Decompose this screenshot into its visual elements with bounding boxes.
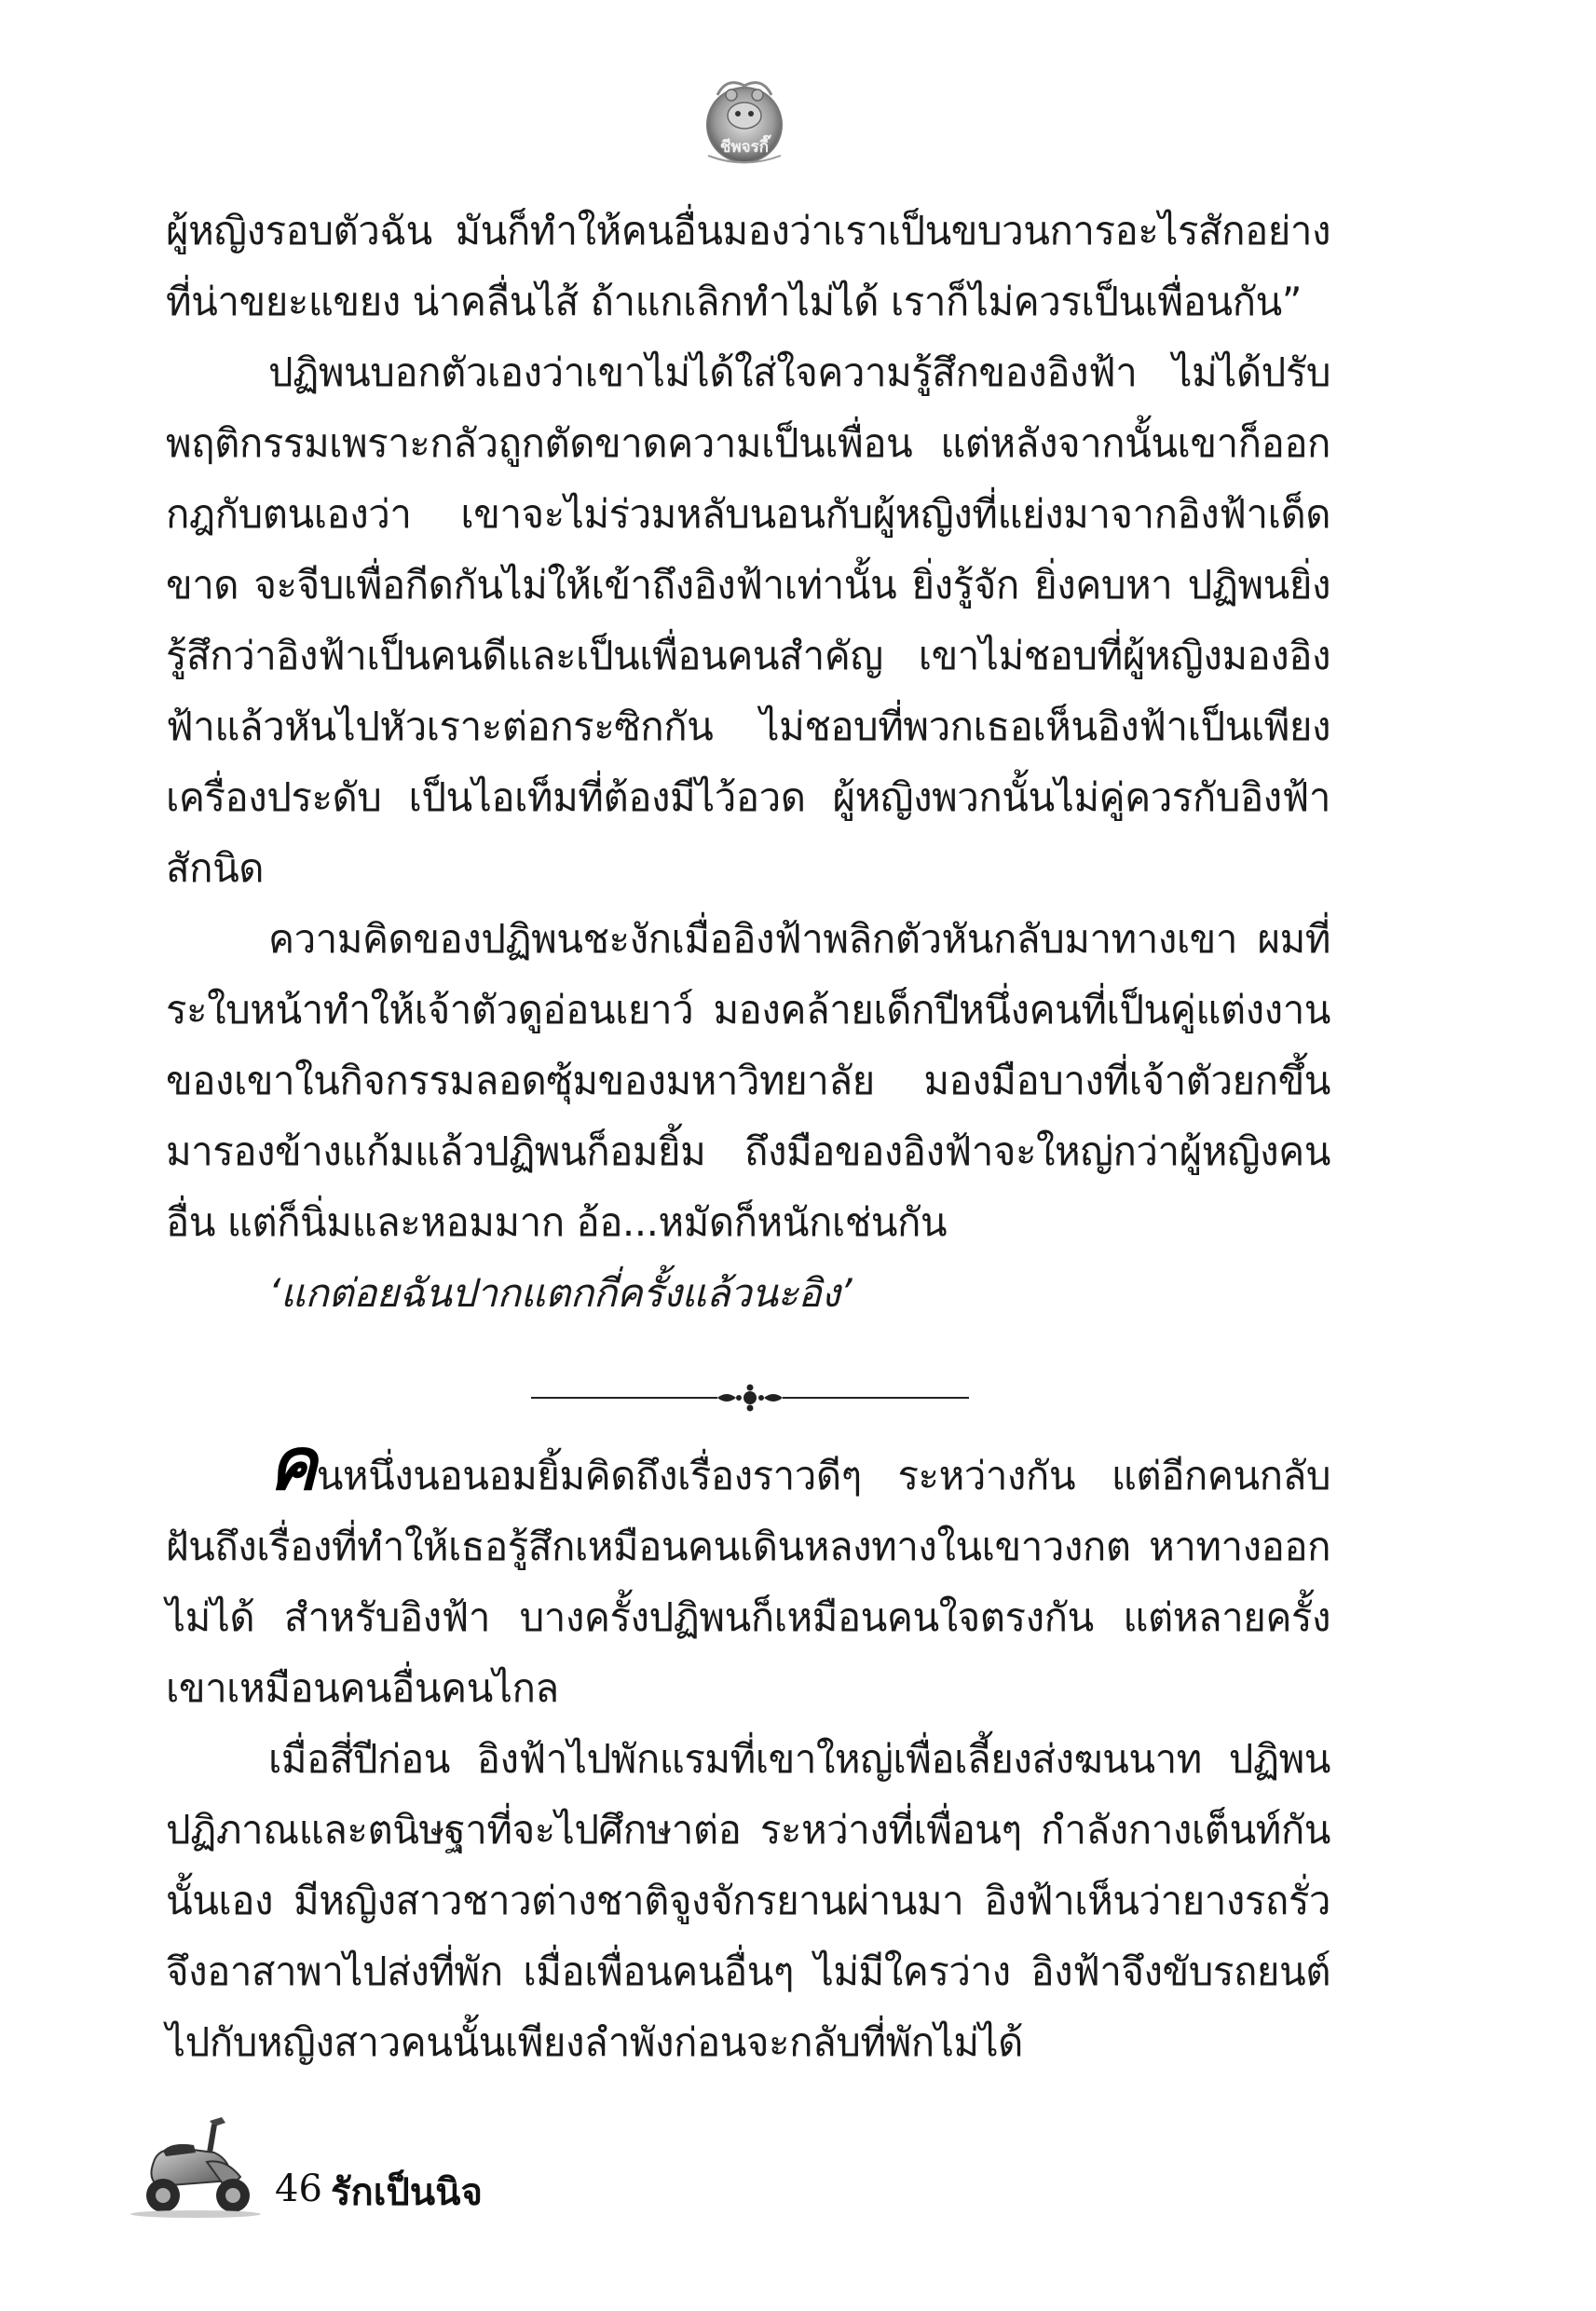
paragraph-rest: นหนึ่งนอนอมยิ้มคิดถึงเรื่องราวดีๆ ระหว่างกัน แต่อีกคนกลับฝันถึงเรื่องที่ทำให้เธอรู้สึกเหมือนคนเดินหลงทางในเขาวงกต หาทางออกไม่ได้ สำหรับอิงฟ้า บางครั้งปฏิพนก็เหมือนคนใจตรงกัน แต่หลายครั้ง เขาเหมือนคนอื่นคนไกล — [166, 1453, 1330, 1711]
section-divider — [531, 1379, 969, 1416]
paragraph — [166, 1423, 1330, 1724]
book-title: รักเป็นนิจ — [331, 2171, 483, 2214]
paragraph: เมื่อสี่ปีก่อน อิงฟ้าไปพักแรมที่เขาใหญ่เพื่อเลี้ยงส่งฆนนาท ปฏิพน ปฏิภาณและตนิษฐาที่จะไปศึกษาต่อ ระหว่างที่เพื่อนๆ กำลังกางเต็นท์กันนั้นเอง มีหญิงสาวชาวต่างชาติจูงจักรยานผ่านมา อิงฟ้าเห็นว่ายางรถรั่วจึงอาสาพาไปส่งที่พัก เมื่อเพื่อนคนอื่นๆ ไม่มีใครว่าง อิงฟ้าจึงขับรถยนต์ไปกับหญิงสาวคนนั้นเพียงลำพังก่อนจะกลับที่พักไม่ได้ — [166, 1736, 1330, 2065]
drop-cap: ค — [268, 1423, 317, 1507]
page-footer — [121, 2104, 587, 2225]
header-logo — [689, 67, 799, 177]
monkey-badge-icon — [689, 67, 799, 177]
section-2-text — [166, 1423, 1330, 2078]
paragraph: ผู้หญิงรอบตัวฉัน มันก็ทำให้คนอื่นมองว่าเราเป็นขบวนการอะไรสักอย่าง ที่น่าขยะแขยง น่าคลื่นไส้ ถ้าแกเลิกทำไม่ได้ เราก็ไม่ควรเป็นเพื่อนกัน” — [166, 208, 1330, 324]
scooter-icon — [121, 2104, 270, 2221]
paragraph: ปฏิพนบอกตัวเองว่าเขาไม่ได้ใส่ใจความรู้สึกของอิงฟ้า ไม่ได้ปรับพฤติกรรมเพราะกลัวถูกตัดขาดความเป็นเพื่อน แต่หลังจากนั้นเขาก็ออกกฎกับตนเองว่า เขาจะไม่ร่วมหลับนอนกับผู้หญิงที่แย่งมาจากอิงฟ้าเด็ดขาด จะจีบเพื่อกีดกันไม่ให้เข้าถึงอิงฟ้าเท่านั้น ยิ่งรู้จัก ยิ่งคบหา ปฏิพนยิ่งรู้สึกว่าอิงฟ้าเป็นคนดีและเป็นเพื่อนคนสำคัญ เขาไม่ชอบที่ผู้หญิงมองอิงฟ้าแล้วหันไปหัวเราะต่อกระซิกกัน ไม่ชอบที่พวกเธอเห็นอิงฟ้าเป็นเพียงเครื่องประดับ เป็นไอเท็มที่ต้องมีไว้อวด ผู้หญิงพวกนั้นไม่คู่ควรกับอิงฟ้าสักนิด — [166, 349, 1330, 891]
logo-text: ชีพจรกี๊ — [719, 138, 770, 157]
page-number: 46 — [275, 2167, 322, 2210]
paragraph: ความคิดของปฏิพนชะงักเมื่ออิงฟ้าพลิกตัวหันกลับมาทางเขา ผมที่ระใบหน้าทำให้เจ้าตัวดูอ่อนเยาว์ มองคล้ายเด็กปีหนึ่งคนที่เป็นคู่แต่งงานของเขาในกิจกรรมลอดซุ้มของมหาวิทยาลัย มองมือบางที่เจ้าตัวยกขึ้นมารองข้างแก้มแล้วปฏิพนก็อมยิ้ม ถึงมือของอิงฟ้าจะใหญ่กว่าผู้หญิงคนอื่น แต่ก็นิ่มและหอมมาก อ้อ...หมัดก็หนักเช่นกัน — [166, 916, 1330, 1245]
italic-quote: ‘แกต่อยฉันปากแตกกี่ครั้งแล้วนะอิง’ — [268, 1270, 853, 1316]
section-1-text — [166, 196, 1330, 1329]
floral-divider-icon — [531, 1379, 969, 1416]
